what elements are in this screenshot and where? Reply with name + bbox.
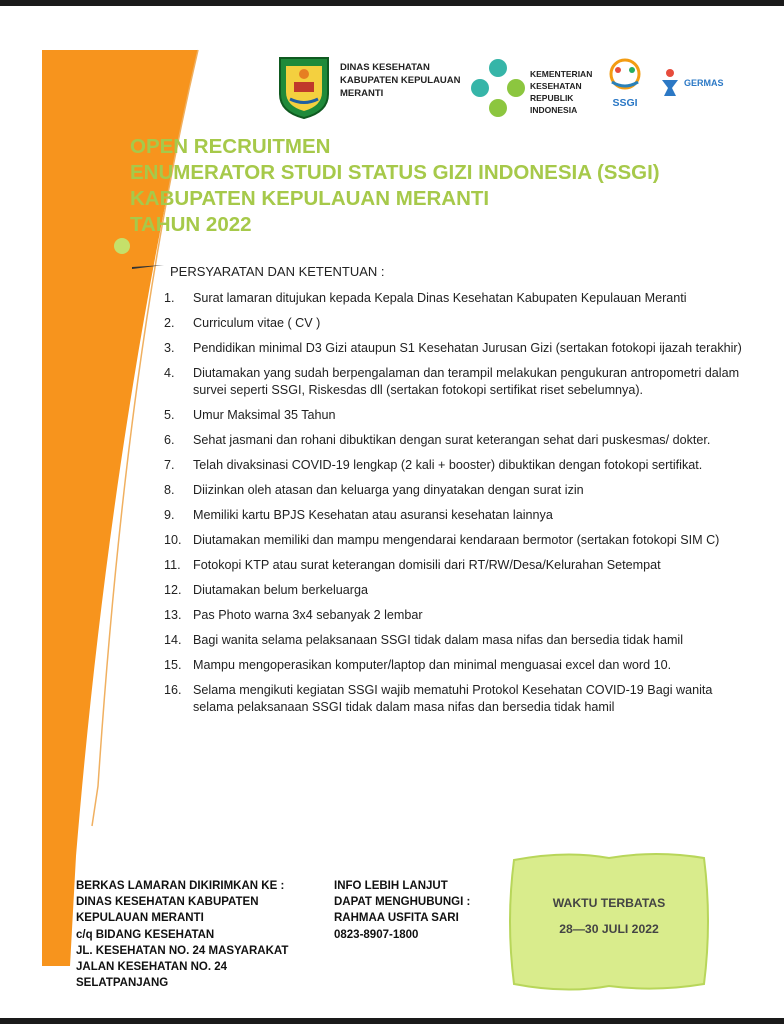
requirement-text: Sehat jasmani dan rohani dibuktikan dengan surat keterangan sehat dari puskesmas/ dokter. [193, 433, 711, 447]
footer-line: SELATPANJANG [76, 977, 169, 990]
requirement-item [164, 532, 744, 549]
requirement-text: Memiliki kartu BPJS Kesehatan atau asuransi kesehatan lainnya [193, 508, 553, 522]
requirement-item [164, 632, 744, 649]
title-line-1: OPEN RECRUITMEN [130, 135, 331, 158]
requirement-number: 7. [164, 458, 175, 472]
requirement-text: Diutamakan memiliki dan mampu mengendarai kendaraan bermotor (sertakan fotokopi SIM C) [193, 533, 720, 547]
deadline-title: WAKTU TERBATAS [552, 896, 666, 910]
footer-line: JALAN KESEHATAN NO. 24 [76, 961, 228, 974]
deadline-dates: 28—30 JULI 2022 [559, 922, 659, 936]
requirement-item [164, 340, 744, 357]
ssgi-label: SSGI [612, 97, 638, 109]
regency-crest-icon [276, 54, 332, 120]
title-line-2: ENUMERATOR STUDI STATUS GIZI INDONESIA (SSGI) [130, 161, 660, 184]
requirement-item [164, 582, 744, 599]
requirement-item [164, 607, 744, 624]
green-dot-decoration [114, 238, 130, 254]
poster-title [130, 134, 770, 238]
requirement-number: 15. [164, 658, 182, 672]
title-line-3: KABUPATEN KEPULAUAN MERANTI [130, 187, 490, 210]
requirement-text: Diutamakan yang sudah berpengalaman dan terampil melakukan pengukuran antropometri dalam survei seperti SSGI, Riskesdas dll (sertakan fotokopi sertifikat riset sebelumnya). [193, 366, 740, 397]
requirement-item [164, 682, 744, 716]
ministry-health-logo-icon [470, 58, 526, 118]
requirements-heading: PERSYARATAN DAN KETENTUAN : [170, 264, 385, 279]
ministry-name: KEMENTERIAN KESEHATAN REPUBLIK INDONESIA [530, 69, 593, 115]
footer-line: INFO LEBIH LANJUT [334, 880, 448, 892]
footer-line: RAHMAA USFITA SARI [334, 912, 459, 925]
requirement-number: 9. [164, 508, 175, 522]
requirement-number: 12. [164, 583, 182, 597]
requirement-number: 1. [164, 291, 175, 305]
requirement-text: Fotokopi KTP atau surat keterangan domisili dari RT/RW/Desa/Kelurahan Setempat [193, 558, 661, 572]
requirement-text: Pendidikan minimal D3 Gizi ataupun S1 Kesehatan Jurusan Gizi (sertakan fotokopi ijazah terakhir) [193, 341, 742, 355]
requirement-text: Mampu mengoperasikan komputer/laptop dan minimal menguasai excel dan word 10. [193, 658, 672, 672]
requirement-number: 5. [164, 408, 175, 422]
footer-line: c/q BIDANG KESEHATAN [76, 928, 215, 941]
requirement-item [164, 432, 744, 449]
title-line-4: TAHUN 2022 [130, 213, 252, 236]
requirement-number: 11. [164, 558, 181, 572]
requirement-item [164, 507, 744, 524]
footer-line: DAPAT MENGHUBUNGI : [334, 896, 471, 909]
requirement-number: 8. [164, 483, 175, 497]
requirement-item [164, 482, 744, 499]
requirement-text: Telah divaksinasi COVID-19 lengkap (2 kali + booster) dibuktikan dengan fotokopi sertifikat. [193, 458, 703, 472]
requirement-number: 10. [164, 533, 182, 547]
requirement-item [164, 657, 744, 674]
requirement-text: Curriculum vitae ( CV ) [193, 316, 321, 330]
footer-line: KEPULAUAN MERANTI [76, 912, 204, 925]
footer-line: 0823-8907-1800 [334, 928, 419, 941]
footer-line: JL. KESEHATAN NO. 24 MASYARAKAT [76, 944, 289, 957]
send-to-address [76, 878, 288, 991]
requirement-text: Selama mengikuti kegiatan SSGI wajib mematuhi Protokol Kesehatan COVID-19 Bagi wanita selama pelaksanaan SSGI tidak dalam masa nifas dan bersedia tidak hamil [193, 683, 713, 714]
requirement-number: 16. [164, 683, 182, 697]
footer-line: BERKAS LAMARAN DIKIRIMKAN KE : [76, 880, 285, 892]
requirement-item [164, 557, 744, 574]
contact-info [334, 878, 470, 943]
requirement-number: 2. [164, 316, 175, 330]
agency-name: DINAS KESEHATAN KABUPATEN KEPULAUAN MERANTI [340, 62, 461, 99]
requirement-number: 3. [164, 341, 175, 355]
deadline-badge [506, 890, 712, 942]
requirement-item [164, 290, 744, 307]
requirement-number: 13. [164, 608, 182, 622]
germas-figure-icon [660, 68, 680, 96]
requirement-number: 14. [164, 633, 182, 647]
requirement-text: Pas Photo warna 3x4 sebanyak 2 lembar [193, 608, 423, 622]
requirement-text: Diizinkan oleh atasan dan keluarga yang dinyatakan dengan surat izin [193, 483, 584, 497]
requirement-number: 6. [164, 433, 175, 447]
requirement-item [164, 315, 744, 332]
requirement-text: Umur Maksimal 35 Tahun [193, 408, 336, 422]
requirement-number: 4. [164, 366, 175, 380]
footer-line: DINAS KESEHATAN KABUPATEN [76, 896, 259, 909]
requirement-text: Surat lamaran ditujukan kepada Kepala Dinas Kesehatan Kabupaten Kepulauan Meranti [193, 291, 687, 305]
requirement-item [164, 407, 744, 424]
requirement-item [164, 365, 744, 399]
requirement-item [164, 457, 744, 474]
requirement-text: Bagi wanita selama pelaksanaan SSGI tidak dalam masa nifas dan bersedia tidak hamil [193, 633, 684, 647]
requirements-list [164, 290, 744, 724]
germas-label: GERMAS [684, 78, 724, 88]
poster-page [0, 6, 784, 1018]
requirement-text: Diutamakan belum berkeluarga [193, 583, 369, 597]
